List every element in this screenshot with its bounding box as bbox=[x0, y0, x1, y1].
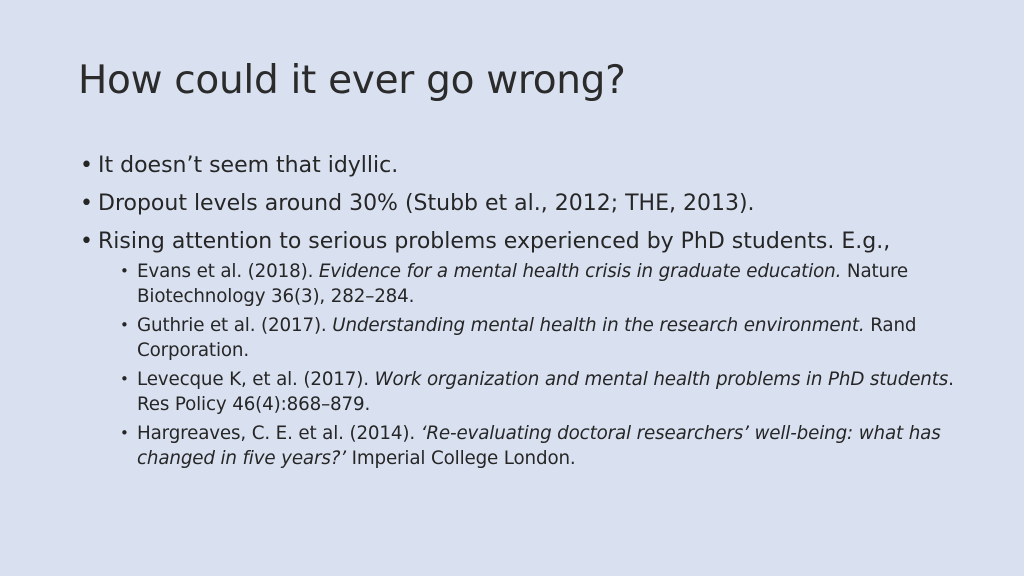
reference-source: Imperial College London. bbox=[345, 448, 576, 469]
slide-title: How could it ever go wrong? bbox=[78, 58, 626, 103]
reference-source: Nature Biotechnology 36(3), 282–284. bbox=[137, 261, 909, 307]
reference-authors: Hargreaves, C. E. et al. (2014). bbox=[137, 423, 421, 444]
reference-authors: Levecque K, et al. (2017). bbox=[137, 369, 375, 390]
reference-title: ‘Re-evaluating doctoral researchers’ well-being: what has changed in five years?’ bbox=[137, 423, 941, 469]
reference-title: Evidence for a mental health crisis in graduate education. bbox=[318, 261, 842, 282]
reference-title: Understanding mental health in the research environment. bbox=[332, 315, 865, 336]
slide-content bbox=[80, 152, 970, 475]
bullet-item: • Rising attention to serious problems experienced by PhD students. E.g., bbox=[80, 228, 970, 255]
reference-list bbox=[120, 259, 970, 471]
bullet-item: • Dropout levels around 30% (Stubb et al., 2012; THE, 2013). bbox=[80, 190, 970, 217]
reference-item bbox=[120, 259, 970, 309]
reference-authors: Evans et al. (2018). bbox=[137, 261, 319, 282]
reference-title: Work organization and mental health problems in PhD students bbox=[374, 369, 949, 390]
reference-source: . Res Policy 46(4):868–879. bbox=[137, 369, 954, 415]
reference-item bbox=[120, 313, 970, 363]
reference-item bbox=[120, 421, 970, 471]
reference-source: Rand Corporation. bbox=[137, 315, 917, 361]
reference-authors: Guthrie et al. (2017). bbox=[137, 315, 333, 336]
reference-item bbox=[120, 367, 970, 417]
bullet-item: • It doesn’t seem that idyllic. bbox=[80, 152, 970, 179]
